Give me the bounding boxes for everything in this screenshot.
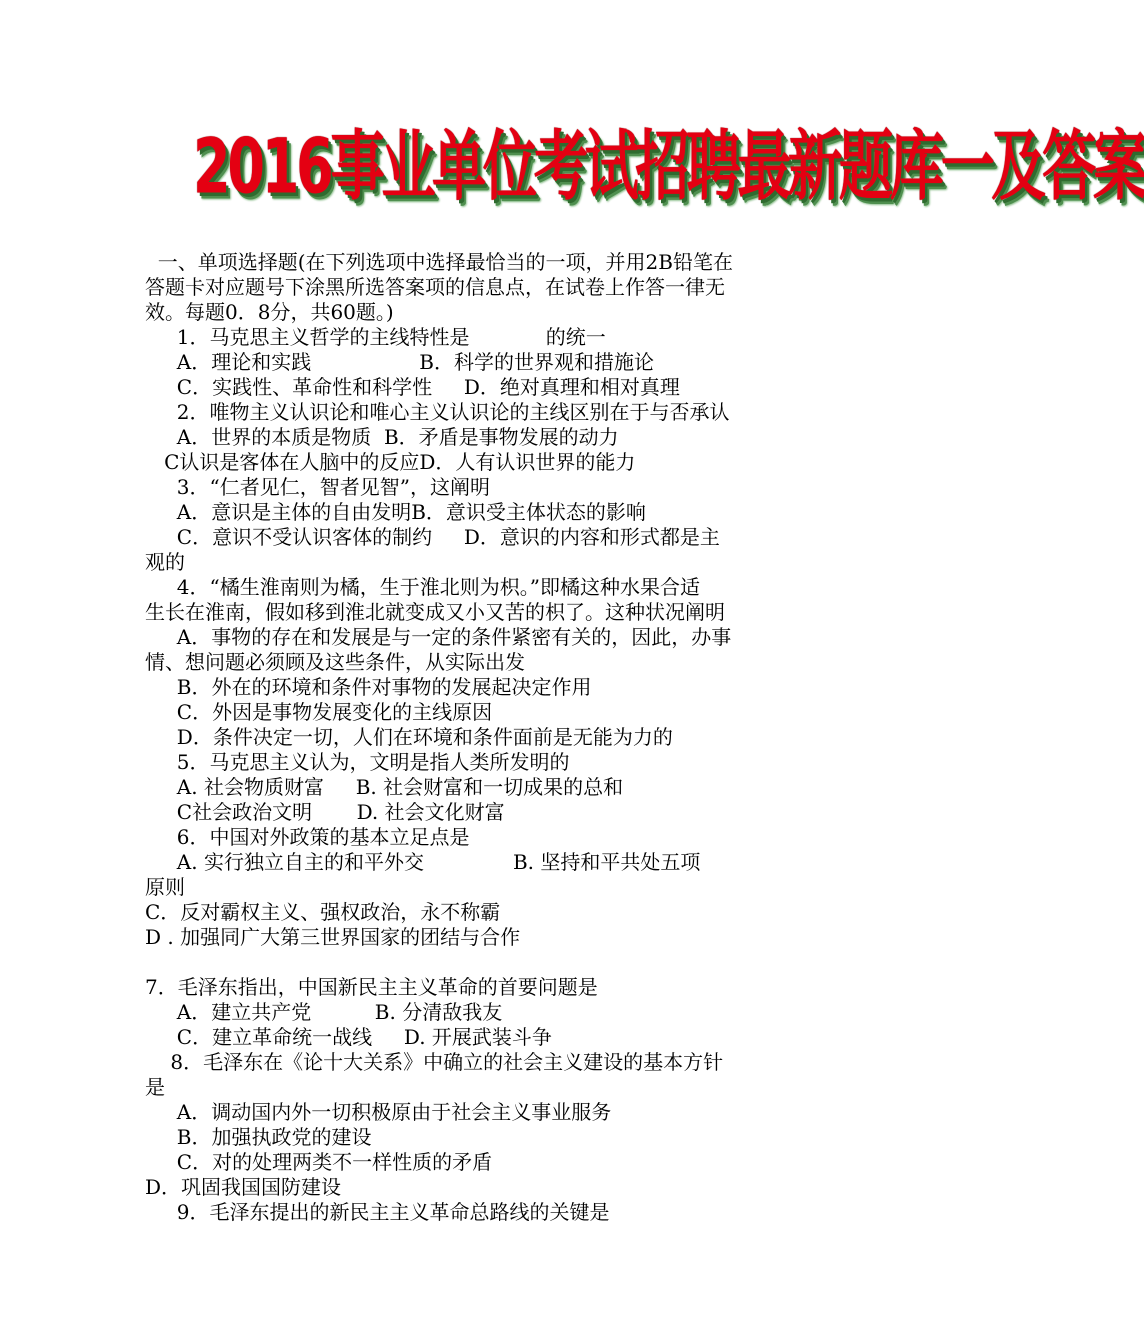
text-line: 1．马克思主义哲学的主线特性是 的统一 (145, 325, 606, 349)
text-line: A．建立共产党 B. 分清敌我友 (145, 1000, 503, 1024)
text-line: 4．“橘生淮南则为橘，生于淮北则为枳。”即橘这种水果合适 (145, 575, 700, 599)
text-line: 原则 (145, 875, 185, 899)
text-line: 9．毛泽东提出的新民主主义革命总路线的关键是 (145, 1200, 610, 1224)
text-line: A. 社会物质财富 B. 社会财富和一切成果的总和 (145, 775, 624, 799)
text-line: 答题卡对应题号下涂黑所选答案项的信息点，在试卷上作答一律无 (145, 275, 725, 299)
text-line: 8．毛泽东在《论十大关系》中确立的社会主义建设的基本方针 (145, 1050, 724, 1074)
text-line: 3．“仁者见仁，智者见智”，这阐明 (145, 475, 490, 499)
text-line: A．意识是主体的自由发明B．意识受主体状态的影响 (145, 500, 646, 524)
text-line: C．建立革命统一战线 D. 开展武装斗争 (145, 1025, 552, 1049)
text-line: 效。每题0．8分，共60题。) (145, 300, 394, 324)
text-line: 情、想问题必须顾及这些条件，从实际出发 (145, 650, 525, 674)
text-line: B．加强执政党的建设 (145, 1125, 372, 1149)
text-line: 是 (145, 1075, 165, 1099)
text-line: B．外在的环境和条件对事物的发展起决定作用 (145, 675, 592, 699)
text-line: A．理论和实践 B．科学的世界观和措施论 (145, 350, 655, 374)
text-line: C．外因是事物发展变化的主线原因 (145, 700, 493, 724)
document-title: 2016事业单位考试招聘最新题库一及答案 (193, 122, 1144, 211)
text-line: D．巩固我国国防建设 (145, 1175, 342, 1199)
text-line: 2．唯物主义认识论和唯心主义认识论的主线区别在于与否承认 (145, 400, 730, 424)
text-line: C．意识不受认识客体的制约 D．意识的内容和形式都是主 (145, 525, 720, 549)
text-line: A．调动国内外一切积极原由于社会主义事业服务 (145, 1100, 612, 1124)
text-line: 5．马克思主义认为，文明是指人类所发明的 (145, 750, 570, 774)
text-line: C．反对霸权主义、强权政治，永不称霸 (145, 900, 501, 924)
text-line: C．实践性、革命性和科学性 D．绝对真理和相对真理 (145, 375, 680, 399)
text-line: C．对的处理两类不一样性质的矛盾 (145, 1150, 493, 1174)
text-line: A．世界的本质是物质 B．矛盾是事物发展的动力 (145, 425, 619, 449)
text-line: D．条件决定一切，人们在环境和条件面前是无能为力的 (145, 725, 673, 749)
text-line: 7．毛泽东指出，中国新民主主义革命的首要问题是 (145, 975, 598, 999)
text-line: A．事物的存在和发展是与一定的条件紧密有关的，因此，办事 (145, 625, 732, 649)
text-line: 一、单项选择题(在下列选项中选择最恰当的一项，并用2B铅笔在 (145, 250, 733, 274)
document-body (145, 250, 810, 1225)
text-line: A. 实行独立自主的和平外交 B. 坚持和平共处五项 (145, 850, 701, 874)
text-line (145, 950, 810, 975)
text-line: 观的 (145, 550, 185, 574)
text-line: 6．中国对外政策的基本立足点是 (145, 825, 470, 849)
text-line: 生长在淮南，假如移到淮北就变成又小又苦的枳了。这种状况阐明 (145, 600, 725, 624)
text-line: C社会政治文明 D. 社会文化财富 (145, 800, 505, 824)
text-line: D . 加强同广大第三世界国家的团结与合作 (145, 925, 521, 949)
text-line: C认识是客体在人脑中的反应D．人有认识世界的能力 (145, 450, 636, 474)
